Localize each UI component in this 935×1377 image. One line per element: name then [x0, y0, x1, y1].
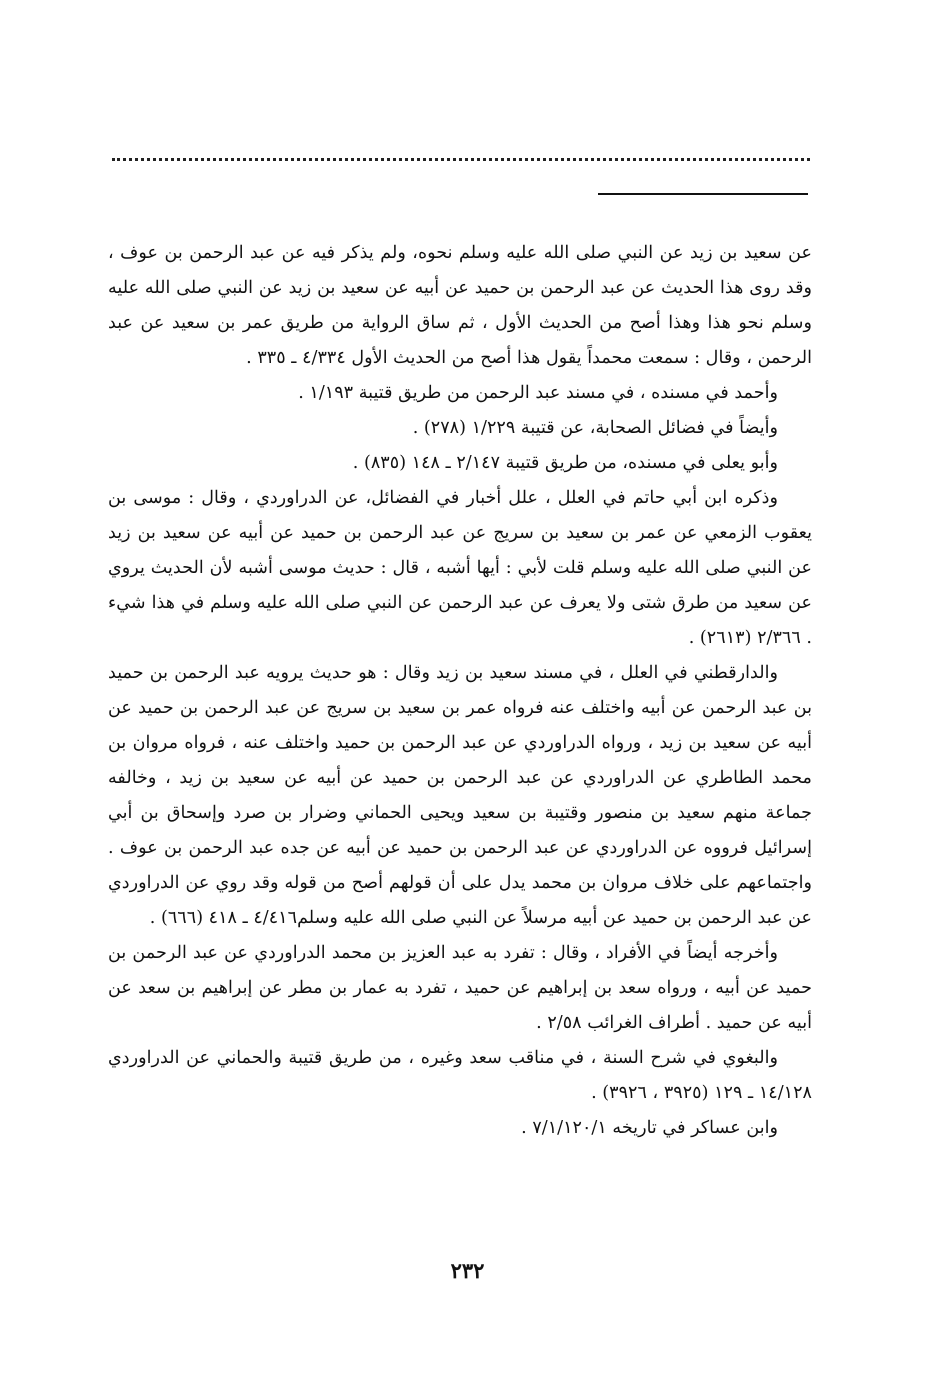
footnote-text	[108, 236, 812, 1146]
paragraph-daraqutni: والدارقطني في العلل ، في مسند سعيد بن زيد وقال : هو حديث يرويه عبد الرحمن بن حميد بن عبد الرحمن عن أبيه واختلف عنه فرواه عمر بن سعيد بن سريج عن عبد الرحمن بن حميد عن أبيه عن سعيد بن زيد ، ورواه الدراوردي عن عبد الرحمن بن حميد واختلف عنه ، فرواه مروان بن محمد الطاطري عن الدراوردي عن عبد الرحمن بن حميد عن أبيه عن سعيد بن زيد ، وخالفه جماعة منهم سعيد بن منصور وقتيبة بن سعيد ويحيى الحماني وضرار بن صرد وإسحاق بن أبي إسرائيل فرووه عن الدراوردي عن عبد الرحمن بن حميد عن أبيه عن جده عبد الرحمن بن عوف . واجتماعهم على خلاف مروان بن محمد يدل على أن قولهم أصح من قوله وقد روي عن الدراوردي عن عبد الرحمن بن حميد عن أبيه مرسلاً عن النبي صلى الله عليه وسلم٤/٤١٦ ـ ٤١٨ (٦٦٦) .	[108, 663, 812, 928]
dotted-separator	[112, 158, 810, 161]
paragraph-ibn-abi-hatim: وذكره ابن أبي حاتم في العلل ، علل أخبار في الفضائل، عن الدراوردي ، وقال : موسى بن يعقوب الزمعي عن عمر بن سعيد بن سريج عن عبد الرحمن بن حميد عن أبيه عن سعيد بن زيد عن النبي صلى الله عليه وسلم قلت لأبي : أيها أشبه ، قال : حديث موسى أشبه لأن الحديث يروي عن سعيد من طرق شتى ولا يعرف عن عبد الرحمن عن النبي صلى الله عليه وسلم في هذا شيء . ٢/٣٦٦ (٢٦١٣) .	[108, 488, 812, 648]
paragraph-afrad: وأخرجه أيضاً في الأفراد ، وقال : تفرد به عبد العزيز بن محمد الدراوردي عن عبد الرحمن بن حميد عن أبيه ، ورواه سعد بن إبراهيم عن حميد ، تفرد به عمار بن مطر عن إبراهيم بن سعد عن أبيه عن حميد . أطراف الغرائب ٢/٥٨ .	[108, 943, 812, 1033]
page-number: ٢٣٢	[450, 1258, 485, 1283]
footnote-rule	[598, 193, 808, 195]
paragraph-ahmad: وأحمد في مسنده ، في مسند عبد الرحمن من طريق قتيبة ١/١٩٣ .	[298, 383, 778, 403]
paragraph-abu-yala: وأبو يعلى في مسنده، من طريق قتيبة ٢/١٤٧ ـ ١٤٨ (٨٣٥) .	[352, 453, 778, 473]
paragraph-baghawi: والبغوي في شرح السنة ، في مناقب سعد وغيره ، من طريق قتيبة والحماني عن الدراوردي ١٤/١٢٨ ـ ١٢٩ (٣٩٢٥ ، ٣٩٢٦) .	[108, 1048, 812, 1103]
paragraph-ibn-asakir: وابن عساكر في تاريخه ٧/١/١٢٠/١ .	[521, 1118, 778, 1138]
paragraph-fadail: وأيضاً في فضائل الصحابة، عن قتيبة ١/٢٢٩ (٢٧٨) .	[412, 418, 778, 438]
paragraph-continuation: عن سعيد بن زيد عن النبي صلى الله عليه وسلم نحوه، ولم يذكر فيه عن عبد الرحمن بن عوف ، وقد روى هذا الحديث عن عبد الرحمن بن حميد عن أبيه عن سعيد بن زيد عن النبي صلى الله عليه وسلم نحو هذا وهذا أصح من الحديث الأول ، ثم ساق الرواية من طريق عمر بن سعيد عن عبد الرحمن ، وقال : سمعت محمداً يقول هذا أصح من الحديث الأول ٤/٣٣٤ ـ ٣٣٥ .	[108, 243, 812, 368]
